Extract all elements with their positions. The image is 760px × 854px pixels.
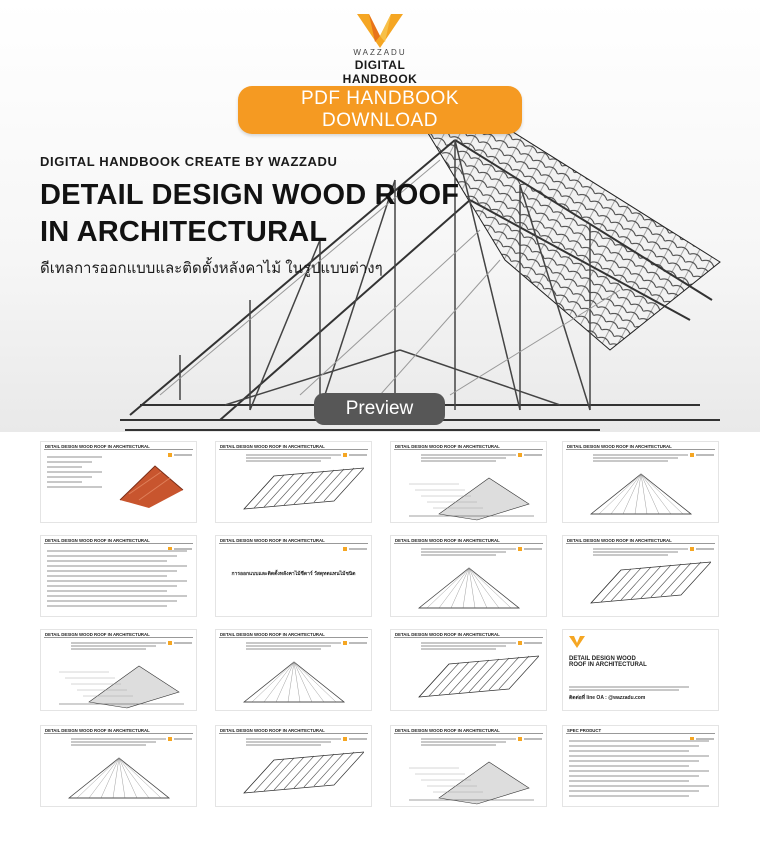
preview-page-12[interactable]: [563, 630, 718, 710]
text-line: [47, 590, 167, 592]
text-line: [569, 745, 699, 747]
preview-page-4[interactable]: [563, 442, 718, 522]
page-logo-icon: [343, 444, 367, 448]
text-line: [47, 486, 102, 488]
preview-button[interactable]: Preview: [314, 393, 445, 425]
text-line: [71, 645, 156, 647]
preview-page-14[interactable]: [216, 726, 371, 806]
header-divider: [566, 543, 715, 544]
text-line: [47, 550, 187, 552]
header-divider: [394, 733, 543, 734]
preview-page-header: DETAIL DESIGN WOOD ROOF IN ARCHITECTURAL: [220, 538, 325, 543]
text-line: [71, 738, 166, 740]
logo-brand: WAZZADU: [353, 48, 407, 57]
text-line: [246, 454, 341, 456]
preview-page-8[interactable]: [563, 536, 718, 616]
technical-drawing: [399, 464, 539, 522]
text-line: [246, 642, 341, 644]
preview-page-9[interactable]: [41, 630, 196, 710]
text-line: [246, 744, 321, 746]
header-divider: [394, 637, 543, 638]
text-line: [569, 775, 699, 777]
preview-page-6[interactable]: [216, 536, 371, 616]
text-line: [421, 645, 506, 647]
text-line: [71, 741, 156, 743]
text-line: [421, 738, 516, 740]
preview-page-header: DETAIL DESIGN WOOD ROOF IN ARCHITECTURAL: [45, 538, 150, 543]
text-line: [593, 460, 668, 462]
page-title-line2: IN ARCHITECTURAL: [40, 216, 328, 248]
text-line: [47, 600, 177, 602]
text-line: [246, 457, 331, 459]
technical-drawing: [224, 652, 364, 710]
technical-drawing: [399, 652, 539, 710]
page-logo-icon: [168, 632, 192, 636]
preview-page-7[interactable]: [391, 536, 546, 616]
title-page-heading: DETAIL DESIGN WOOD ROOF IN ARCHITECTURAL: [569, 656, 647, 668]
text-line: [421, 744, 496, 746]
text-line: [569, 689, 679, 691]
preview-page-16[interactable]: [563, 726, 718, 806]
text-line: [47, 580, 187, 582]
preview-page-header: DETAIL DESIGN WOOD ROOF IN ARCHITECTURAL: [220, 632, 325, 637]
text-line: [569, 760, 699, 762]
text-line: [421, 454, 516, 456]
text-line: [47, 481, 82, 483]
preview-page-11[interactable]: [391, 630, 546, 710]
preview-page-10[interactable]: [216, 630, 371, 710]
technical-drawing: [224, 464, 364, 522]
preview-page-header: DETAIL DESIGN WOOD ROOF IN ARCHITECTURAL: [395, 632, 500, 637]
preview-page-header: DETAIL DESIGN WOOD ROOF IN ARCHITECTURAL: [220, 444, 325, 449]
text-line: [47, 466, 82, 468]
text-line: [569, 765, 689, 767]
text-line: [569, 785, 709, 787]
text-line: [47, 471, 102, 473]
page-title-line1: DETAIL DESIGN WOOD ROOF: [40, 179, 460, 211]
header-divider: [44, 449, 193, 450]
technical-drawing: [224, 748, 364, 806]
preview-page-header: DETAIL DESIGN WOOD ROOF IN ARCHITECTURAL: [220, 728, 325, 733]
technical-drawing: [571, 558, 711, 616]
header-divider: [219, 733, 368, 734]
text-line: [569, 780, 689, 782]
header-divider: [219, 637, 368, 638]
text-line: [593, 454, 688, 456]
text-line: [47, 575, 167, 577]
preview-page-3[interactable]: [391, 442, 546, 522]
text-line: [71, 642, 166, 644]
text-line: [47, 570, 177, 572]
text-line: [569, 795, 689, 797]
page-logo-icon: [168, 728, 192, 732]
technical-drawing: [571, 464, 711, 522]
title-page-logo-icon: [569, 635, 589, 653]
header-divider: [44, 637, 193, 638]
wazzadu-logo: [330, 12, 430, 86]
preview-page-header: DETAIL DESIGN WOOD ROOF IN ARCHITECTURAL: [567, 444, 672, 449]
page-logo-icon: [518, 728, 542, 732]
preview-page-2[interactable]: [216, 442, 371, 522]
text-line: [47, 585, 177, 587]
preview-page-header: DETAIL DESIGN WOOD ROOF IN ARCHITECTURAL: [45, 444, 150, 449]
text-line: [47, 461, 92, 463]
page-logo-icon: [518, 444, 542, 448]
technical-drawing: [399, 558, 539, 616]
preview-page-1[interactable]: [41, 442, 196, 522]
text-line: [593, 457, 678, 459]
page-logo-icon: [518, 632, 542, 636]
header-divider: [44, 543, 193, 544]
text-line: [47, 456, 102, 458]
text-line: [569, 790, 699, 792]
text-line: [593, 554, 668, 556]
text-line: [71, 744, 146, 746]
text-line: [47, 605, 167, 607]
text-line: [47, 560, 167, 562]
wazzadu-w-icon: [355, 12, 405, 48]
contact-line: ติดต่อที่ line OA : @wazzadu.com: [569, 695, 646, 701]
text-line: [593, 548, 688, 550]
text-line: [569, 755, 709, 757]
preview-page-header: DETAIL DESIGN WOOD ROOF IN ARCHITECTURAL: [395, 444, 500, 449]
preview-page-15[interactable]: [391, 726, 546, 806]
header-divider: [219, 543, 368, 544]
text-line: [421, 648, 496, 650]
text-line: [569, 740, 709, 742]
text-line: [71, 648, 146, 650]
page-logo-icon: [690, 728, 714, 732]
thai-subtitle: ดีเทลการออกแบบและติดตั้งหลังคาไม้ ในรูปแบบต่างๆ: [40, 260, 383, 277]
page-logo-icon: [343, 538, 367, 542]
text-line: [246, 645, 331, 647]
page-logo-icon: [168, 538, 192, 542]
text-line: [47, 555, 177, 557]
text-line: [246, 648, 321, 650]
page-logo-icon: [518, 538, 542, 542]
page-logo-icon: [690, 444, 714, 448]
page-logo-icon: [168, 444, 192, 448]
logo-subtitle: DIGITAL HANDBOOK: [342, 58, 418, 86]
text-line: [569, 770, 709, 772]
technical-drawing: [399, 748, 539, 806]
text-line: [421, 551, 506, 553]
preview-page-header: DETAIL DESIGN WOOD ROOF IN ARCHITECTURAL: [395, 538, 500, 543]
technical-drawing: [49, 652, 189, 710]
preview-page-13[interactable]: [41, 726, 196, 806]
header-divider: [219, 449, 368, 450]
preview-page-header: DETAIL DESIGN WOOD ROOF IN ARCHITECTURAL: [395, 728, 500, 733]
pdf-download-button[interactable]: PDF HANDBOOK DOWNLOAD: [238, 86, 522, 134]
text-line: [47, 595, 187, 597]
text-line: [421, 460, 496, 462]
text-line: [47, 476, 92, 478]
text-line: [421, 548, 516, 550]
text-line: [246, 460, 321, 462]
text-line: [246, 741, 331, 743]
text-line: [421, 642, 516, 644]
text-line: [246, 738, 341, 740]
text-line: [421, 457, 506, 459]
page-logo-icon: [343, 728, 367, 732]
text-line: [593, 551, 678, 553]
header-divider: [566, 449, 715, 450]
roof-photo: [115, 460, 185, 510]
header-divider: [394, 449, 543, 450]
preview-page-header: DETAIL DESIGN WOOD ROOF IN ARCHITECTURAL: [567, 538, 672, 543]
header-divider: [44, 733, 193, 734]
text-line: [569, 686, 689, 688]
page-logo-icon: [690, 538, 714, 542]
technical-drawing: [49, 748, 189, 806]
preview-page-header: SPEC PRODUCT: [567, 728, 602, 733]
text-line: [569, 750, 689, 752]
text-line: [421, 554, 496, 556]
text-line: [421, 741, 506, 743]
preview-page-header: DETAIL DESIGN WOOD ROOF IN ARCHITECTURAL: [45, 728, 150, 733]
page-logo-icon: [343, 632, 367, 636]
section-title: การออกแบบและติดตั้งหลังคาไม้ชีดาร์ วัสดุทดแทนไม้ชนิด: [231, 571, 356, 577]
text-line: [47, 565, 187, 567]
header-divider: [566, 733, 715, 734]
preview-page-header: DETAIL DESIGN WOOD ROOF IN ARCHITECTURAL: [45, 632, 150, 637]
preview-page-5[interactable]: [41, 536, 196, 616]
credit-line: DIGITAL HANDBOOK CREATE BY WAZZADU: [40, 154, 338, 169]
header-divider: [394, 543, 543, 544]
